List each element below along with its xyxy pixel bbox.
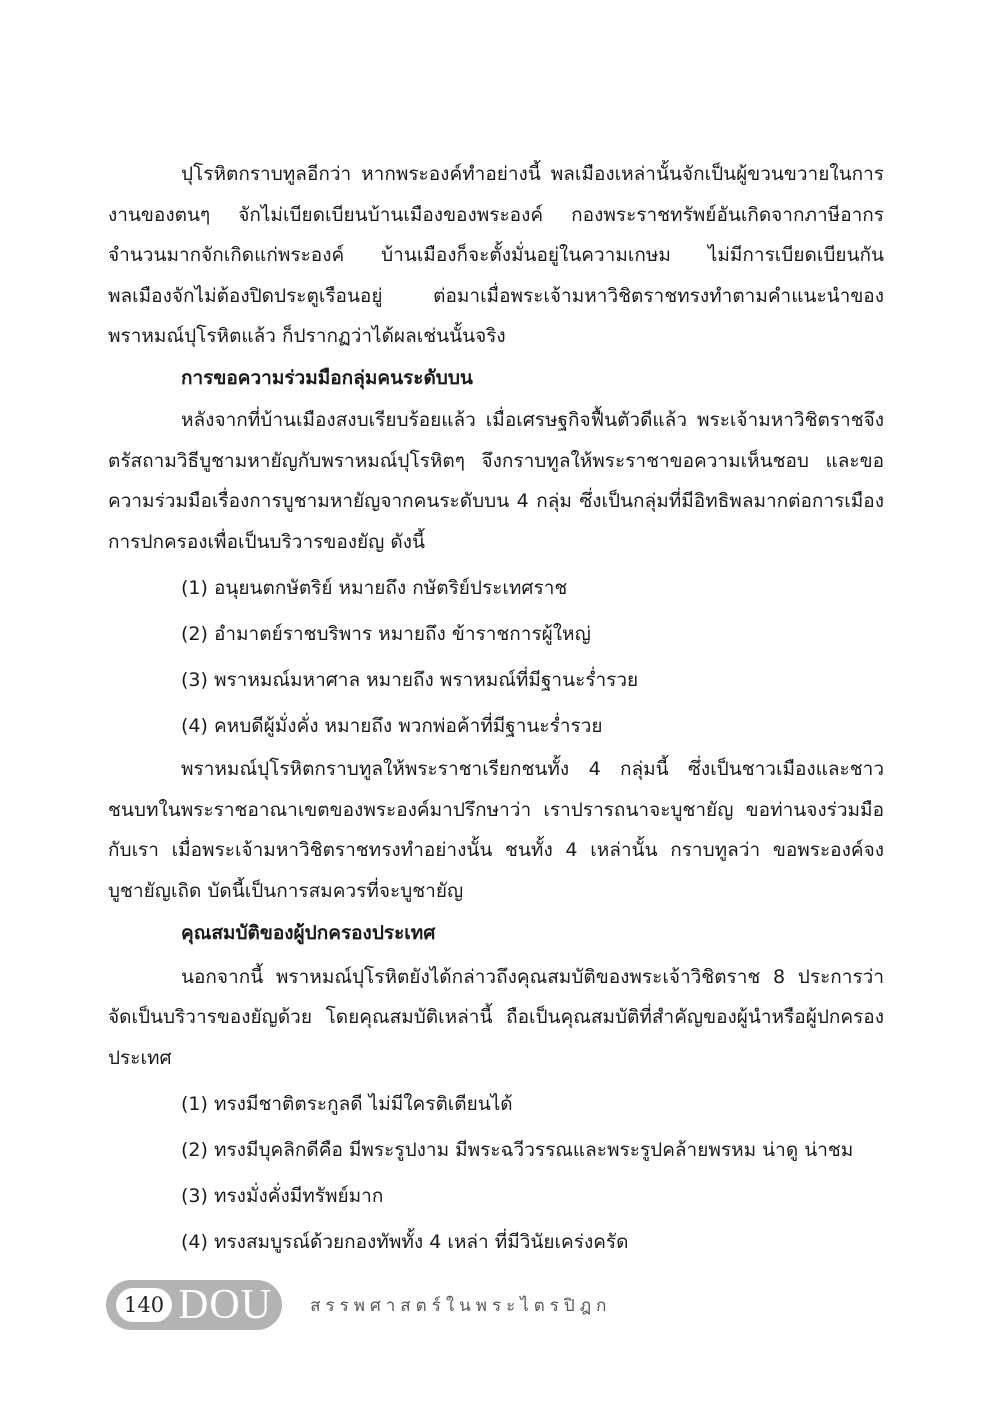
list-item: (2) อำมาตย์ราชบริพาร หมายถึง ข้าราชการผู้ใหญ่ bbox=[181, 623, 591, 645]
list-upper-groups bbox=[108, 565, 884, 749]
list-item: (1) อนุยนตกษัตริย์ หมายถึง กษัตริย์ประเทศราช bbox=[181, 577, 568, 599]
paragraph-4: นอกจากนี้ พราหมณ์ปุโรหิตยังได้กล่าวถึงคุณสมบัติของพระเจ้าวิชิตราช 8 ประการว่าจัดเป็นบริวารของยัญด้วย โดยคุณสมบัติเหล่านี้ ถือเป็นคุณสมบัติที่สำคัญของผู้นำหรือผู้ปกครองประเทศ bbox=[108, 965, 884, 1069]
list-ruler-qualities bbox=[108, 1081, 884, 1265]
book-title: สรรพศาสตร์ในพระไตรปิฎก bbox=[310, 1295, 612, 1316]
page-footer bbox=[106, 1278, 611, 1332]
dou-logo: DOU bbox=[178, 1282, 273, 1328]
paragraph-1: ปุโรหิตกราบทูลอีกว่า หากพระองค์ทำอย่างนี้ พลเมืองเหล่านั้นจักเป็นผู้ขวนขวายในการงานของตนๆ จักไม่เบียดเบียนบ้านเมืองของพระองค์ กองพระราชทรัพย์อันเกิดจากภาษีอากรจำนวนมากจักเกิดแก่พระองค์ บ้านเมืองก็จะตั้งมั่นอยู่ในความเกษม ไม่มีการเบียดเบียนกัน พลเมืองจักไม่ต้องปิดประตูเรือนอยู่ ต่อมาเมื่อพระเจ้ามหาวิชิตราชทรงทำตามคำแนะนำของพราหมณ์ปุโรหิตแล้ว ก็ปรากฏว่าได้ผลเช่นนั้นจริง bbox=[108, 163, 884, 347]
section-heading-qualities: คุณสมบัติของผู้ปกครองประเทศ bbox=[181, 922, 436, 944]
paragraph-2: หลังจากที่บ้านเมืองสงบเรียบร้อยแล้ว เมื่อเศรษฐกิจฟื้นตัวดีแล้ว พระเจ้ามหาวิชิตราชจึงตรัสถามวิธีบูชามหายัญกับพราหมณ์ปุโรหิตๆ จึงกราบทูลให้พระราชาขอความเห็นชอบ และขอความร่วมมือเรื่องการบูชามหายัญจากคนระดับบน 4 กลุ่ม ซึ่งเป็นกลุ่มที่มีอิทธิพลมากต่อการเมืองการปกครองเพื่อเป็นบริวารของยัญ ดังนี้ bbox=[108, 409, 884, 553]
list-item: (2) ทรงมีบุคลิกดีคือ มีพระรูปงาม มีพระฉวีวรรณและพระรูปคล้ายพรหม น่าดู น่าชม bbox=[181, 1139, 854, 1161]
page-body bbox=[108, 154, 884, 1265]
list-item: (1) ทรงมีชาติตระกูลดี ไม่มีใครติเตียนได้ bbox=[181, 1093, 513, 1115]
list-item: (4) คหบดีผู้มั่งคั่ง หมายถึง พวกพ่อค้าที่มีฐานะร่ำรวย bbox=[181, 715, 603, 737]
dou-badge bbox=[106, 1280, 282, 1330]
list-item: (4) ทรงสมบูรณ์ด้วยกองทัพทั้ง 4 เหล่า ที่มีวินัยเคร่งครัด bbox=[181, 1231, 629, 1253]
list-item: (3) ทรงมั่งคั่งมีทรัพย์มาก bbox=[181, 1185, 384, 1207]
page-number: 140 bbox=[116, 1288, 172, 1322]
list-item: (3) พราหมณ์มหาศาล หมายถึง พราหมณ์ที่มีฐานะร่ำรวย bbox=[181, 669, 639, 691]
paragraph-3: พราหมณ์ปุโรหิตกราบทูลให้พระราชาเรียกชนทั้ง 4 กลุ่มนี้ ซึ่งเป็นชาวเมืองและชาวชนบทในพระราชอาณาเขตของพระองค์มาปรึกษาว่า เราปรารถนาจะบูชายัญ ขอท่านจงร่วมมือกับเรา เมื่อพระเจ้ามหาวิชิตราชทรงทำอย่างนั้น ชนทั้ง 4 เหล่านั้น กราบทูลว่า ขอพระองค์จงบูชายัญเถิด บัดนี้เป็นการสมควรที่จะบูชายัญ bbox=[108, 758, 884, 902]
section-heading-cooperation: การขอความร่วมมือกลุ่มคนระดับบน bbox=[181, 366, 473, 389]
